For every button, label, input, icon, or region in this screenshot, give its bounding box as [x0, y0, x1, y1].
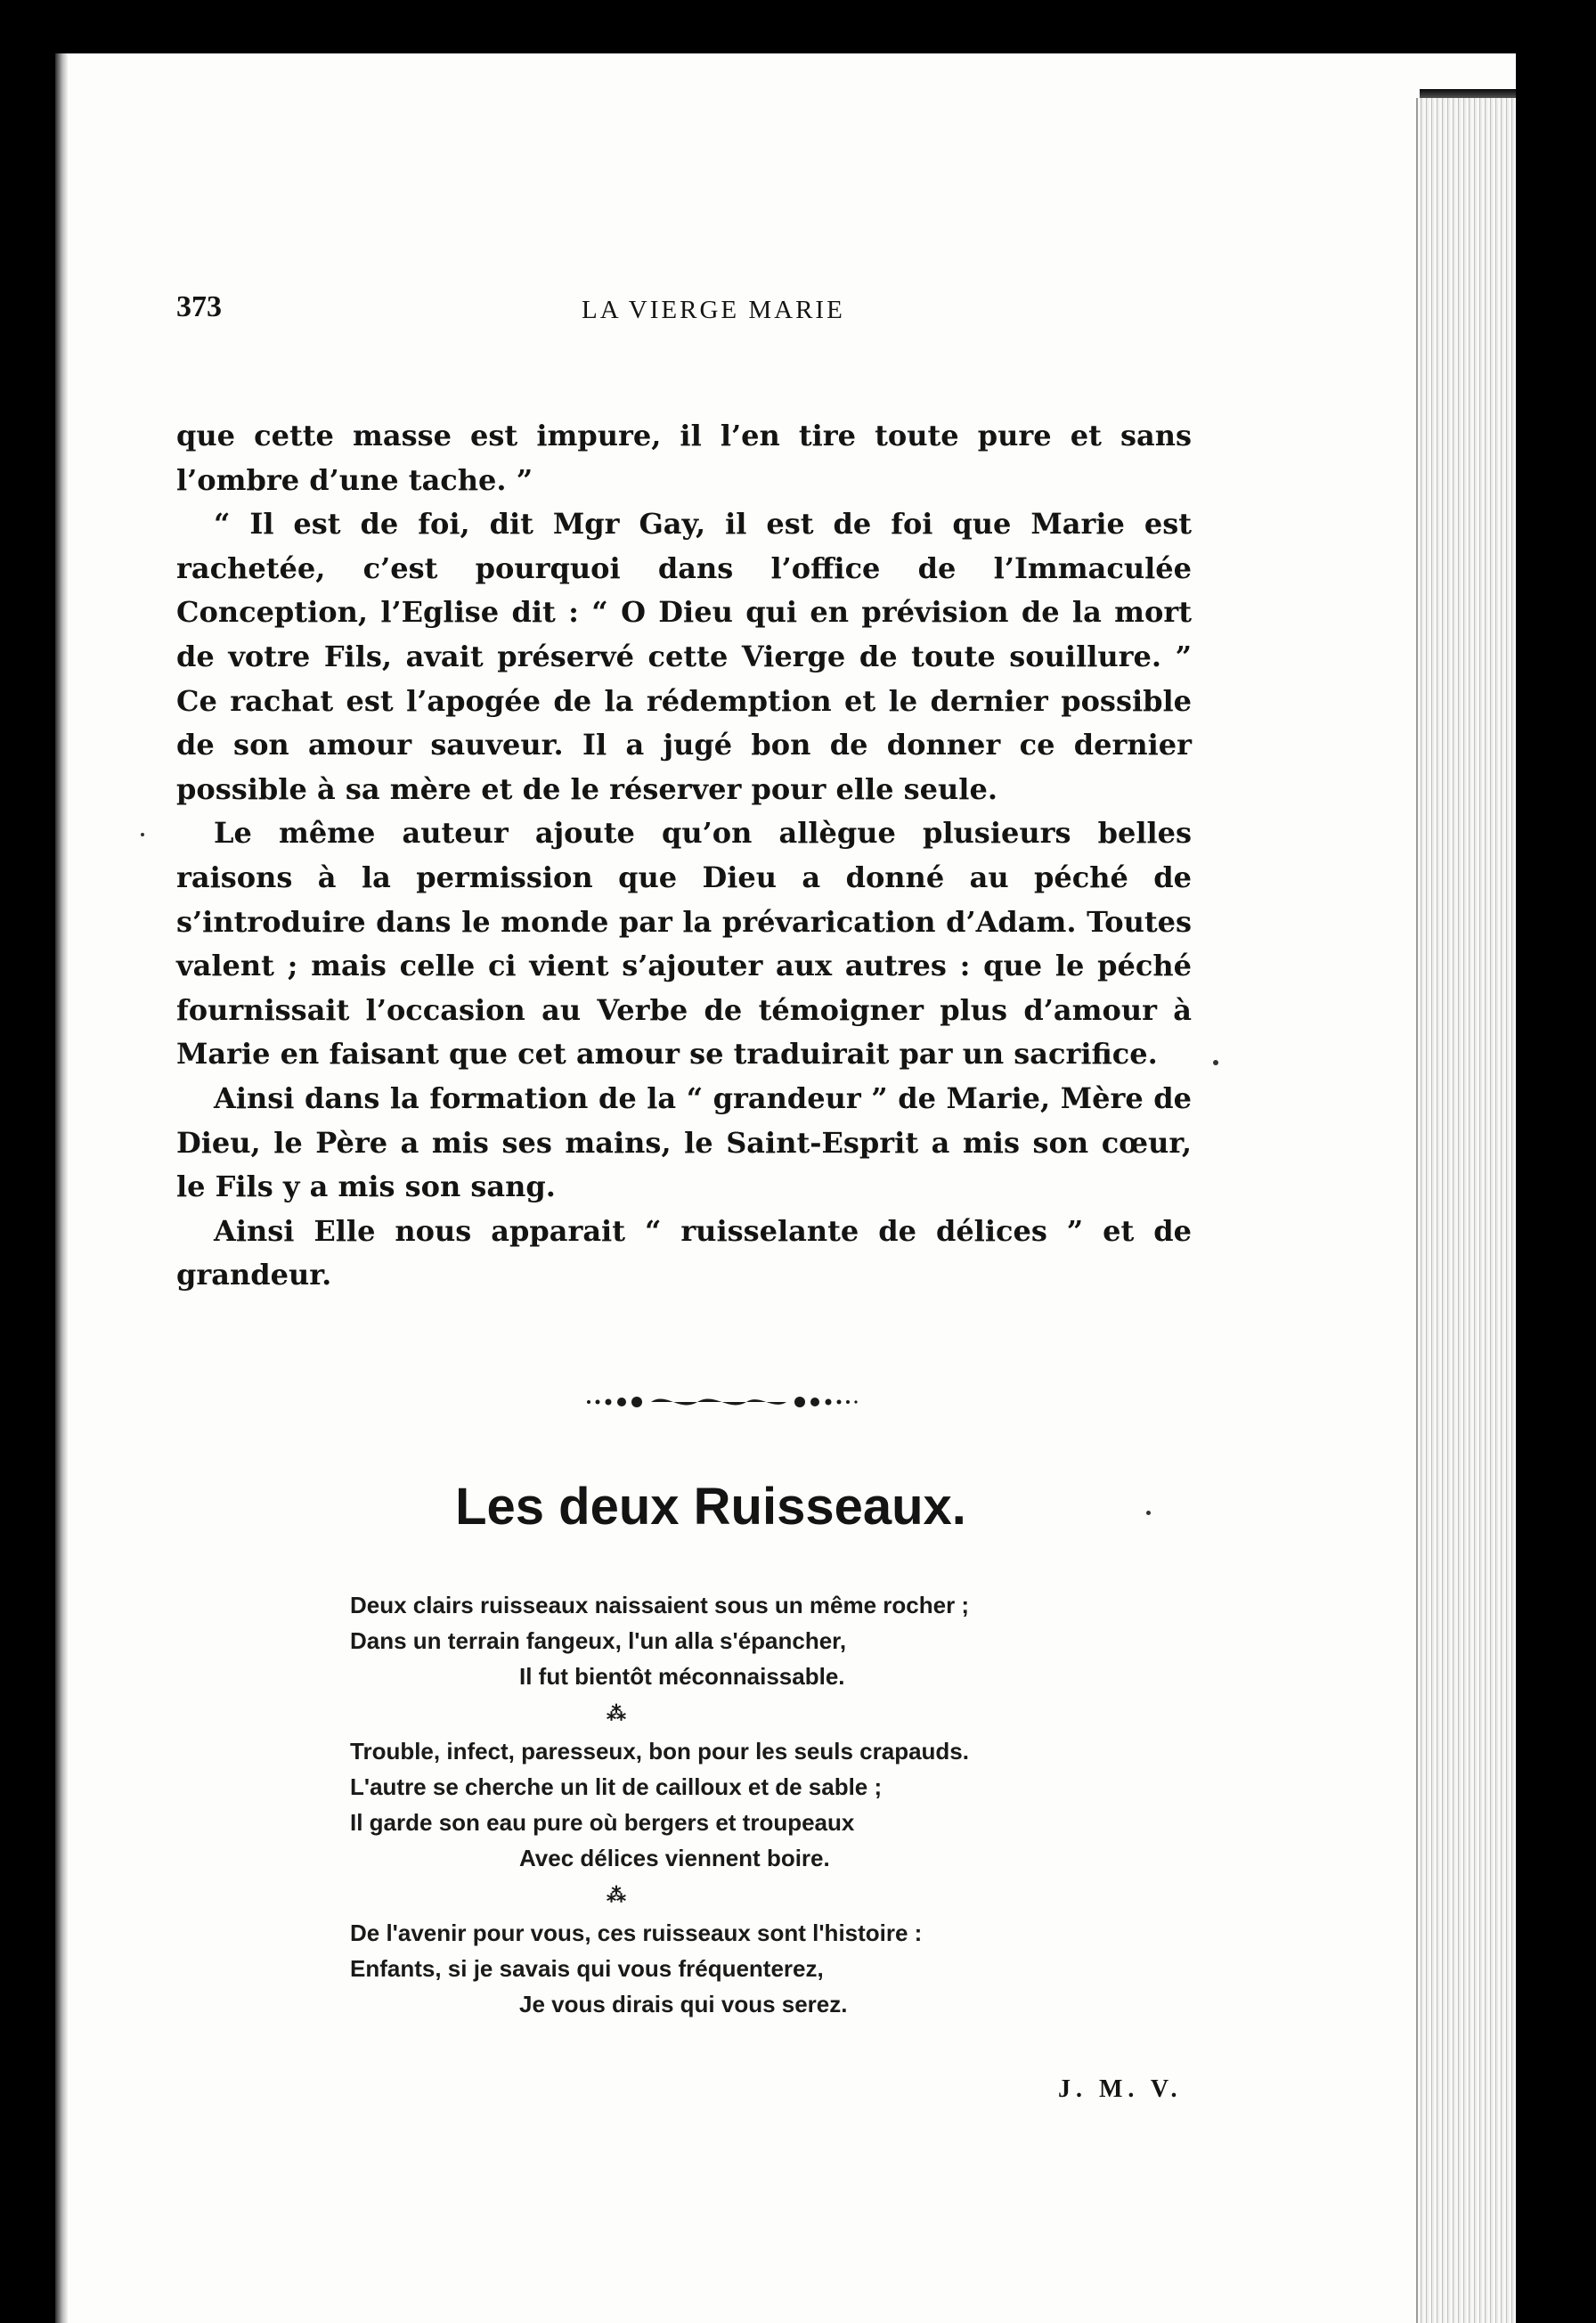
paragraph: Ainsi dans la formation de la “ grandeur ” de Marie, Mère de Dieu, le Père a mis ses mains, le Saint-Esprit a mis son cœur, le Fils y a mis son sang. [176, 1080, 1192, 1204]
paragraph: Le même auteur ajoute qu’on allègue plusieurs belles raisons à la permission que Dieu a donné au péché de s’introduire dans le monde par la prévarication d’Adam. Toutes valent ; mais celle ci vient s’ajouter aux autres : que le péché fournissait l’occasion au Verbe de témoigner plus d’amour à Marie en faisant que cet amour se traduirait par un sacrifice. [176, 816, 1192, 1072]
running-title: LA VIERGE MARIE [582, 296, 845, 324]
page-number: 373 [176, 290, 222, 323]
poem-line: Deux clairs ruisseaux naissaient sous un même rocher ; [350, 1592, 970, 1618]
poem-line: Je vous dirais qui vous serez. [519, 1991, 848, 2017]
poem [350, 1587, 1241, 2022]
poem-line: Il fut bientôt méconnaissable. [519, 1663, 845, 1690]
scan-speck [1146, 1511, 1151, 1515]
poem-line: Il garde son eau pure où bergers et troupeaux [350, 1809, 855, 1836]
poem-line: L'autre se cherche un lit de cailloux et de sable ; [350, 1773, 883, 1800]
running-head [176, 290, 1245, 335]
asterism-separator: ⁂ [607, 1702, 626, 1724]
paragraph: Ainsi Elle nous apparait “ ruisselante de délices ” et de grandeur. [176, 1213, 1192, 1292]
poem-line: Dans un terrain fangeux, l'un alla s'épancher, [350, 1627, 847, 1654]
poem-line: De l'avenir pour vous, ces ruisseaux sont l'histoire : [350, 1920, 923, 1946]
scan-speck [1213, 1060, 1218, 1065]
prose-body [176, 414, 1192, 1298]
signature: J. M. V. [1058, 2075, 1183, 2103]
book-page [55, 53, 1516, 2323]
scan-speck [141, 833, 144, 836]
paragraph: que cette masse est impure, il l’en tire toute pure et sans l’ombre d’une tache. ” [176, 419, 1192, 497]
asterism-separator: ⁂ [607, 1884, 626, 1906]
poem-title: Les deux Ruisseaux. [455, 1478, 966, 1536]
poem-line: Trouble, infect, paresseux, bon pour les seuls crapauds. [350, 1738, 969, 1765]
poem-line: Avec délices viennent boire. [519, 1845, 830, 1871]
poem-line: Enfants, si je savais qui vous fréquenterez, [350, 1955, 824, 1982]
ornament-divider [582, 1390, 867, 1414]
paragraph: “ Il est de foi, dit Mgr Gay, il est de foi que Marie est rachetée, c’est pourquoi dans l’office de l’Immaculée Conception, l’Eglise dit : “ O Dieu qui en prévision de la mort de votre Fils, avait préservé cette Vierge de toute souillure. ” Ce rachat est l’apogée de la rédemption et le dernier possible de son amour sauveur. Il a jugé bon de donner ce dernier possible à sa mère et de le réserver pour elle seule. [176, 507, 1192, 806]
page-gutter-shadow [55, 53, 68, 2323]
book-page-edges [1416, 98, 1516, 2323]
